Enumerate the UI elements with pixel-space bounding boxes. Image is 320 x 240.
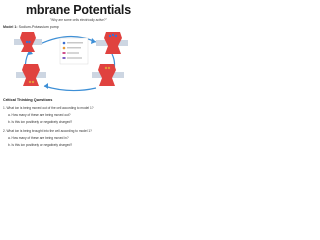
sodium-ion [115,35,117,37]
model-label-text: Sodium-Potassium pump [18,25,59,29]
potassium-ion [32,81,34,83]
pump-step-1 [14,32,42,52]
pump-step-4 [16,64,46,86]
legend-line [67,42,83,43]
question-1b: b. Is this ion positively or negatively charged? [8,120,73,124]
sodium-ion [26,41,28,43]
legend [60,38,88,64]
question-2a: a. How many of these are being moved in? [8,136,69,140]
question-2b: b. Is this ion positively or negatively charged? [8,143,73,147]
potassium-ion [108,67,110,69]
model-label-prefix: Model 1: [3,25,18,29]
potassium-ion [105,67,107,69]
sodium-potassium-pump-diagram [0,24,149,94]
legend-atp-swatch [63,52,66,54]
pump-protein [98,64,116,86]
sodium-ion [109,35,111,37]
pump-step-2 [96,32,128,54]
question-1a: a. How many of these are being moved out? [8,113,71,117]
sodium-ion [112,34,114,36]
arrowhead-bottom [44,83,48,89]
cycle-arrow-bottom [44,86,96,91]
page-subtitle: "Why are some cells electrically active?" [50,18,107,22]
legend-line [67,57,82,58]
pump-step-3 [92,64,124,86]
arrowhead-top [91,38,96,44]
question-1: 1. What ion is being moved out of the cell according to model 1? [3,106,94,110]
page-title: mbrane Potentials [26,3,131,17]
legend-adp-swatch [63,57,66,59]
legend-line [67,52,79,53]
legend-line [67,47,81,48]
legend-potassium-swatch [63,47,66,50]
questions-heading: Critical Thinking Questions [3,98,53,102]
pump-protein [22,64,40,86]
sodium-ion [28,41,30,43]
legend-sodium-swatch [63,42,66,45]
worksheet-page [0,0,149,198]
question-2: 2. What ion is being brought into the cell according to model 1? [3,129,92,133]
potassium-ion [29,81,31,83]
